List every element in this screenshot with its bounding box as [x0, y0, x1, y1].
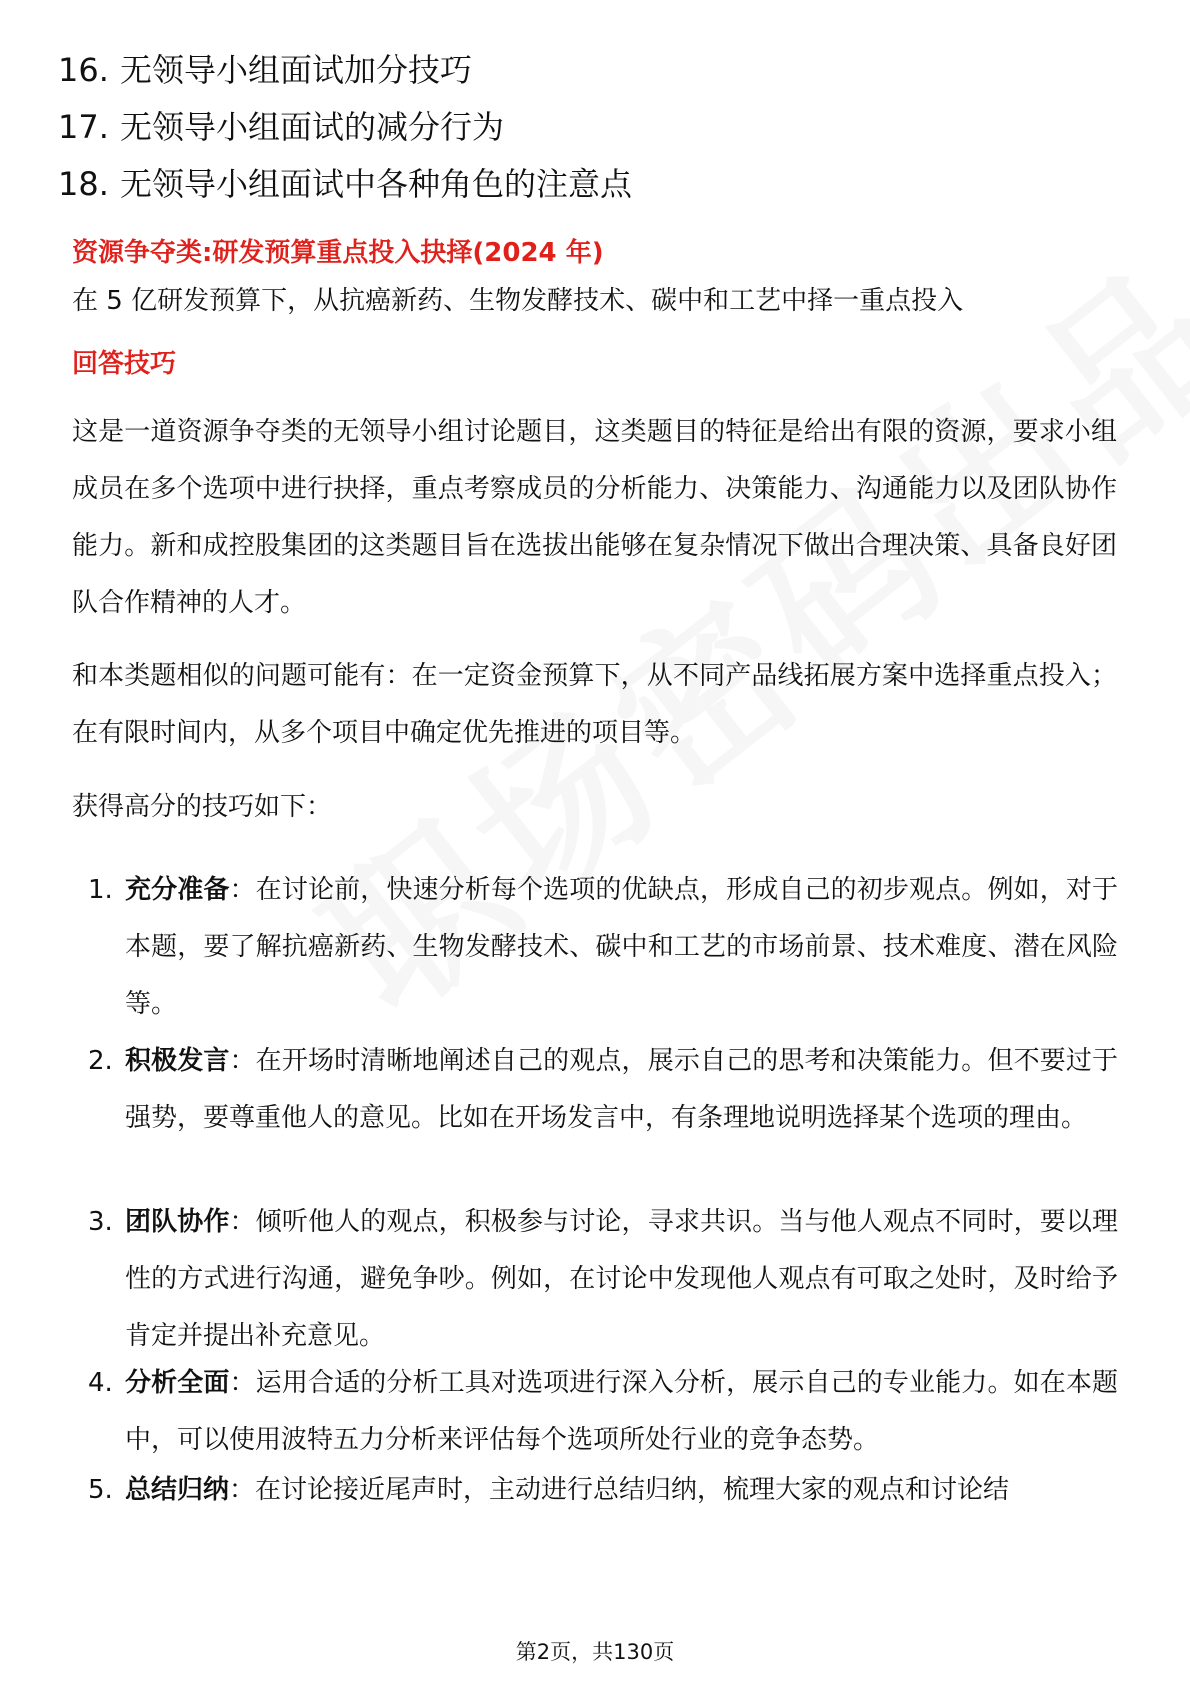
tip-keyword: 积极发言 — [125, 1046, 230, 1076]
tip-keyword: 团队协作 — [125, 1207, 230, 1237]
toc-item-18[interactable] — [58, 164, 632, 204]
tip-item-5 — [88, 1462, 1118, 1519]
toc-item-16[interactable] — [58, 50, 472, 90]
tip-text: ：在开场时清晰地阐述自己的观点，展示自己的思考和决策能力。但不要过于强势，要尊重他人的意见。比如在开场发言中，有条理地说明选择某个选项的理由。 — [125, 1046, 1118, 1133]
toc-number: 18. — [58, 165, 109, 203]
tip-number: 1. — [88, 875, 113, 905]
intro-paragraph: 这是一道资源争夺类的无领导小组讨论题目，这类题目的特征是给出有限的资源，要求小组成员在多个选项中进行抉择，重点考察成员的分析能力、决策能力、沟通能力以及团队协作能力。新和成控股集团的这类题目旨在选拔出能够在复杂情况下做出合理决策、具备良好团队合作精神的人才。 — [72, 417, 1117, 618]
tip-item-4 — [88, 1355, 1118, 1469]
tip-item-2 — [88, 1033, 1118, 1147]
topic-title: 资源争夺类:研发预算重点投入抉择(2024 年) — [72, 238, 604, 268]
toc-item-17[interactable] — [58, 107, 504, 147]
tip-keyword: 总结归纳 — [125, 1475, 230, 1505]
tip-text: ：在讨论前，快速分析每个选项的优缺点，形成自己的初步观点。例如，对于本题，要了解抗癌新药、生物发酵技术、碳中和工艺的市场前景、技术难度、潜在风险等。 — [125, 875, 1118, 1019]
tip-number: 3. — [88, 1207, 113, 1237]
tip-text: ：运用合适的分析工具对选项进行深入分析，展示自己的专业能力。如在本题中，可以使用波特五力分析来评估每个选项所处行业的竞争态势。 — [125, 1368, 1118, 1455]
tip-text: ：倾听他人的观点，积极参与讨论，寻求共识。当与他人观点不同时，要以理性的方式进行沟通，避免争吵。例如，在讨论中发现他人观点有可取之处时，及时给予肯定并提出补充意见。 — [125, 1207, 1118, 1351]
tip-number: 5. — [88, 1475, 113, 1505]
toc-text: 无领导小组面试加分技巧 — [120, 51, 473, 89]
tip-text: ：在讨论接近尾声时，主动进行总结归纳，梳理大家的观点和讨论结 — [229, 1475, 1010, 1505]
toc-number: 17. — [58, 108, 109, 146]
toc-number: 16. — [58, 51, 109, 89]
tips-heading: 回答技巧 — [72, 349, 177, 379]
tip-number: 4. — [88, 1368, 113, 1398]
page-footer: 第2页，共130页 — [515, 1640, 675, 1664]
toc-text: 无领导小组面试的减分行为 — [120, 108, 505, 146]
tip-number: 2. — [88, 1046, 113, 1076]
tip-keyword: 充分准备 — [125, 875, 230, 905]
topic-question: 在 5 亿研发预算下，从抗癌新药、生物发酵技术、碳中和工艺中择一重点投入 — [72, 286, 964, 316]
tip-keyword: 分析全面 — [125, 1368, 230, 1398]
similar-questions-paragraph: 和本类题相似的问题可能有：在一定资金预算下，从不同产品线拓展方案中选择重点投入；在有限时间内，从多个项目中确定优先推进的项目等。 — [72, 661, 1117, 748]
tips-lead-in: 获得高分的技巧如下： — [72, 792, 333, 822]
tip-item-1 — [88, 862, 1118, 1033]
tip-item-3 — [88, 1194, 1118, 1365]
toc-text: 无领导小组面试中各种角色的注意点 — [120, 165, 633, 203]
